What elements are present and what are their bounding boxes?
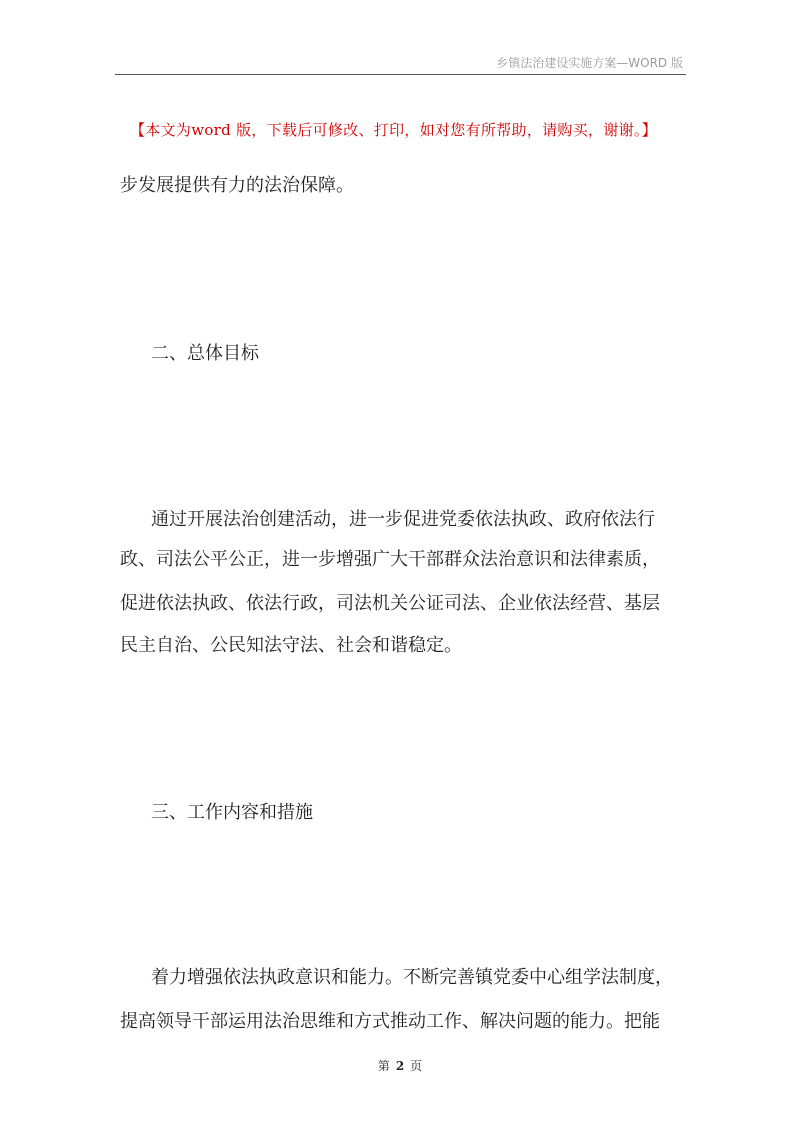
paragraph-line: 促进依法执政、依法行政，司法机关公证司法、企业依法经营、基层 (120, 593, 660, 614)
purchase-notice: 【本文为word 版，下载后可修改、打印，如对您有所帮助，请购买，谢谢。】 (130, 121, 658, 139)
paragraph-line: 着力增强依法执政意识和能力。不断完善镇党委中心组学法制度， (151, 967, 673, 988)
section-heading-overall-goals: 二、总体目标 (151, 343, 259, 364)
header-divider (115, 74, 686, 75)
footer-suffix: 页 (410, 1059, 423, 1073)
paragraph-line: 民主自治、公民知法守法、社会和谐稳定。 (120, 635, 462, 656)
paragraph-line: 提高领导干部运用法治思维和方式推动工作、解决问题的能力。把能 (120, 1011, 660, 1032)
section-heading-work-content: 三、工作内容和措施 (151, 802, 313, 823)
paragraph-line: 通过开展法治创建活动，进一步促进党委依法执政、政府依法行 (151, 509, 655, 530)
page-number: 2 (395, 1059, 405, 1073)
paragraph-line: 步发展提供有力的法治保障。 (120, 175, 354, 196)
running-header: 乡镇法治建设实施方案—WORD 版 (496, 56, 683, 70)
paragraph-line: 政、司法公平公正，进一步增强广大干部群众法治意识和法律素质， (120, 549, 660, 570)
footer-prefix: 第 (377, 1059, 390, 1073)
page-footer (0, 1057, 800, 1074)
